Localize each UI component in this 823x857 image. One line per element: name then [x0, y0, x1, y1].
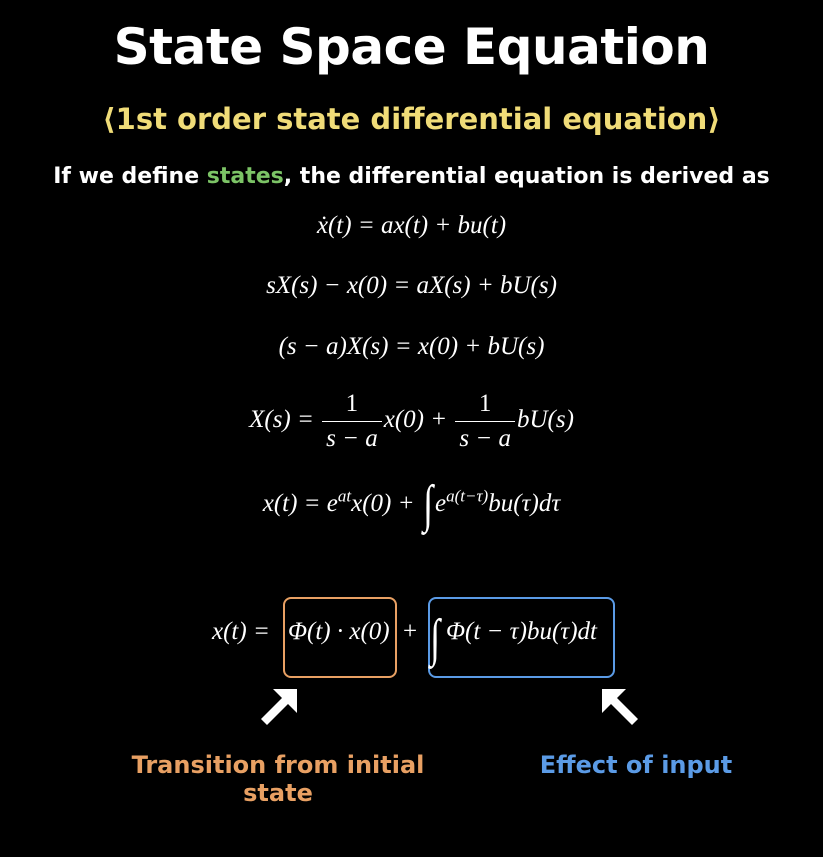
final-orange-term	[288, 618, 390, 646]
equation-5-e: e	[435, 490, 447, 517]
arrow-up-right-icon	[255, 685, 301, 731]
page-title: State Space Equation	[113, 18, 710, 76]
equation-4-lhs: X(s) =	[249, 406, 314, 434]
arrow-up-left-icon	[598, 685, 644, 731]
equation-4-term2: bU(s)	[516, 406, 574, 434]
equation-2-text: sX(s) − x(0) = aX(s) + bU(s)	[266, 272, 557, 299]
fraction-2-numerator: 1	[455, 390, 515, 422]
equation-3-text: (s − a)X(s) = x(0) + bU(s)	[278, 333, 545, 360]
final-blue-term	[446, 618, 597, 646]
equation-5-tail: bu(τ)dτ	[488, 490, 561, 517]
equation-5-exponent-2: a(t−τ)	[446, 486, 489, 506]
subtitle: ⟨1st order state differential equation⟩	[102, 102, 721, 136]
transition-label: Transition from initial state	[131, 751, 425, 807]
intro-after: , the differential equation is derived as	[283, 164, 770, 189]
equation-5: $x(t) = e^{at}x(0) + \int e^{a(t-\tau)}bu(\tau)d\tau$	[262, 476, 561, 534]
final-lhs-text: x(t) =	[212, 618, 270, 645]
equation-2	[0, 272, 823, 300]
equation-4-term1: x(0) +	[383, 406, 448, 434]
equation-3	[0, 333, 823, 361]
fraction-1-denominator	[322, 422, 382, 453]
fraction-1	[322, 390, 382, 453]
final-lhs	[212, 618, 270, 646]
intro-before: If we define	[53, 164, 207, 189]
fraction-2-denominator	[455, 422, 515, 453]
equation-5-lhs: x(t) = e	[262, 490, 338, 517]
fraction-1-den-text: s − a	[326, 425, 378, 452]
fraction-1-numerator: 1	[322, 390, 382, 422]
equation-5-mid: x(0) +	[351, 490, 415, 517]
equation-5-exponent-1: at	[337, 486, 352, 506]
final-blue-term-text: Φ(t − τ)bu(τ)dt	[446, 618, 597, 645]
final-plus: +	[403, 618, 418, 645]
equation-4	[0, 390, 823, 453]
final-integral: ∫	[430, 610, 441, 668]
final-orange-term-text: Φ(t) · x(0)	[288, 618, 390, 645]
equation-1-text: ẋ(t) = ax(t) + bu(t)	[316, 212, 507, 239]
intro-highlight-states: states	[206, 164, 284, 189]
fraction-2-den-text: s − a	[459, 425, 511, 452]
input-effect-label: Effect of input	[539, 751, 733, 779]
fraction-2	[455, 390, 515, 453]
equation-1	[0, 212, 823, 240]
intro-sentence	[0, 164, 823, 189]
